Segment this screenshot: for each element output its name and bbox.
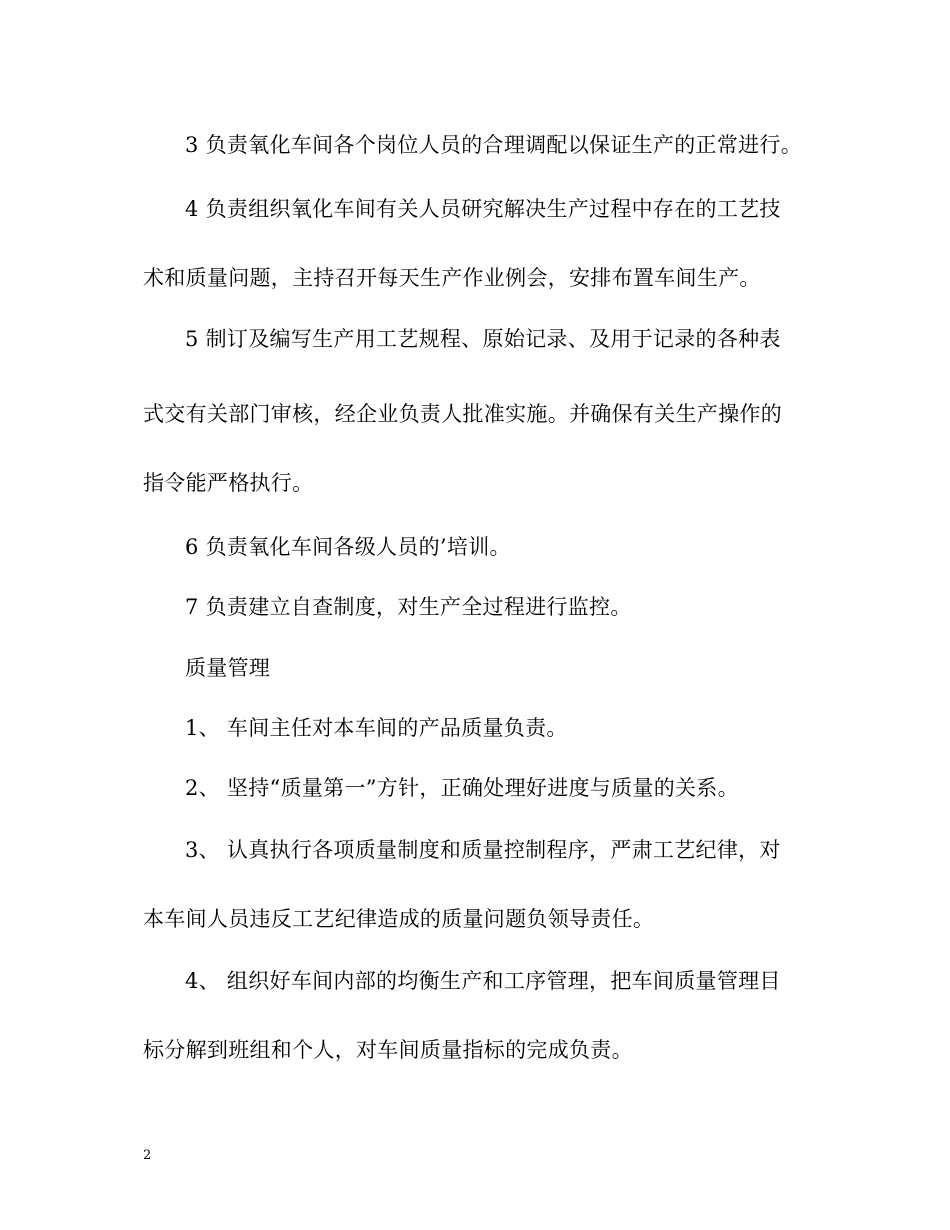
paragraph-line: 6 负责氧化车间各级人员的’培训。 xyxy=(185,535,511,559)
paragraph-line: 3 负责氧化车间各个岗位人员的合理调配以保证生产的正常进行。 xyxy=(185,133,803,157)
paragraph-line: 2、 坚持“质量第一”方针，正确处理好进度与质量的关系。 xyxy=(185,776,739,800)
paragraph-line: 指令能严格执行。 xyxy=(143,471,314,495)
page-number: 2 xyxy=(143,1148,152,1163)
paragraph-line: 标分解到班组和个人，对车间质量指标的完成负责。 xyxy=(143,1038,633,1062)
paragraph-line: 术和质量问题，主持召开每天生产作业例会，安排布置车间生产。 xyxy=(143,266,761,290)
paragraph-line: 1、 车间主任对本车间的产品质量负责。 xyxy=(185,716,568,740)
paragraph-line: 4 负责组织氧化车间有关人员研究解决生产过程中存在的工艺技 xyxy=(185,197,781,221)
paragraph-line: 本车间人员违反工艺纪律造成的质量问题负领导责任。 xyxy=(143,907,655,931)
paragraph-line: 5 制订及编写生产用工艺规程、原始记录、及用于记录的各种表 xyxy=(185,327,781,351)
paragraph-line: 3、 认真执行各项质量制度和质量控制程序，严肃工艺纪律，对 xyxy=(185,838,781,862)
paragraph-line: 7 负责建立自查制度，对生产全过程进行监控。 xyxy=(185,595,632,619)
paragraph-line: 式交有关部门审核，经企业负责人批准实施。并确保有关生产操作的 xyxy=(143,402,782,426)
paragraph-line: 4、 组织好车间内部的均衡生产和工序管理，把车间质量管理目 xyxy=(185,969,781,993)
section-heading: 质量管理 xyxy=(185,656,271,680)
